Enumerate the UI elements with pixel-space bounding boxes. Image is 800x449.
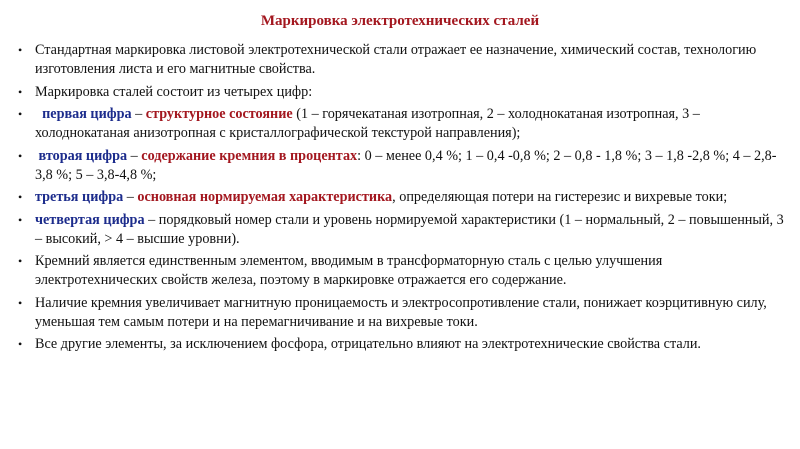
bullet-dot-icon: • [18,148,23,163]
bullet-item-standard-marking [16,41,786,79]
separator: – [127,147,142,164]
bullet-item-fourth-digit [16,211,786,249]
bullet-text: Наличие кремния увеличивает магнитную проницаемость и электросопротивление стали, понижает коэрцитивную силу, уменьшая тем самым потери и на перемагничивание и на вихревые токи. [35,294,767,330]
bullet-dot-icon: • [18,84,23,99]
bullet-item-other-elements [16,335,786,354]
bullet-list [16,41,786,358]
keyword-first-digit: первая цифра [42,106,132,122]
bullet-text: Стандартная маркировка листовой электротехнической стали отражает ее назначение, химический состав, технологию изготовления листа и его магнитные свойства. [35,42,757,77]
bullet-item-silicon-role [16,252,786,290]
keyword-fourth-digit: четвертая цифра [35,211,145,228]
bullet-text: Все другие элементы, за исключением фосфора, отрицательно влияют на электротехнические свойства стали. [35,336,701,352]
bullet-item-third-digit [16,188,786,207]
bullet-text: (1 – горячекатаная изотропная, 2 – холоднокатаная изотропная, 3 – холоднокатаная анизотропная с кристаллографической текстурой направления); [35,106,700,141]
bullet-item-silicon-effect [16,294,786,332]
bullet-text: : 0 – менее 0,4 %; 1 – 0,4 -0,8 %; 2 – 0,8 - 1,8 %; 3 – 1,8 -2,8 %; 4 – 2,8-3,8 %; 5 – 3,8-4,8 %; [35,147,777,183]
bullet-text: – порядковый номер стали и уровень нормируемой характеристики (1 – нормальный, 2 – повышенный, 3 – высокий, > 4 – высшие уровни). [35,211,784,247]
keyword-third-digit: третья цифра [35,189,124,205]
bullet-text: Кремний является единственным элементом, вводимым в трансформаторную сталь с целью улучшения электротехнических свойств железа, поэтому в маркировке отражается его содержание. [35,253,663,288]
bullet-dot-icon: • [18,212,23,227]
bullet-text: Маркировка сталей состоит из четырех цифр: [35,83,313,100]
keyword-structural-state: структурное состояние [145,106,293,122]
keyword-silicon-content: содержание кремния в процентах [141,147,358,164]
bullet-dot-icon: • [18,43,23,57]
bullet-dot-icon: • [18,254,23,268]
slide-title: Маркировка электротехнических сталей [260,13,540,29]
keyword-second-digit: вторая цифра [38,147,128,164]
keyword-main-characteristic: основная нормируемая характеристика [137,189,393,205]
bullet-dot-icon: • [18,107,23,121]
bullet-item-four-digits [16,83,786,102]
separator: – [131,106,146,122]
bullet-text: , определяющая потери на гистерезис и вихревые токи; [392,189,728,205]
separator: – [123,189,138,205]
bullet-dot-icon: • [18,337,23,351]
bullet-dot-icon: • [18,190,23,204]
bullet-item-first-digit [16,105,786,143]
bullet-dot-icon: • [18,295,23,310]
bullet-item-second-digit [16,147,786,185]
